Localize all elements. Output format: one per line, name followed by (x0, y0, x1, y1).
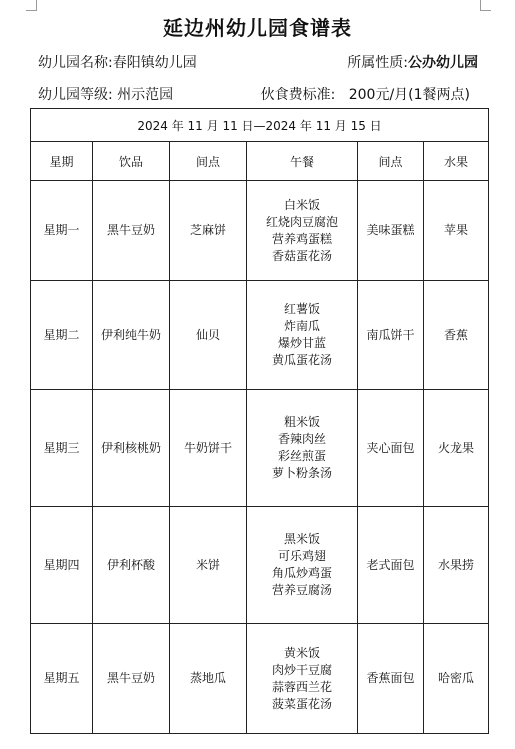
drink-cell: 黑牛豆奶 (93, 624, 170, 734)
lunch-item: 萝卜粉条汤 (271, 466, 332, 480)
lunch-cell (247, 181, 358, 281)
header-snack-afternoon: 间点 (358, 142, 424, 181)
table-row-friday (31, 624, 489, 734)
snack-afternoon-cell: 夹心面包 (358, 390, 424, 507)
weekday-cell: 星期二 (31, 281, 93, 390)
drink-cell: 伊利核桃奶 (93, 390, 170, 507)
lunch-item: 香菇蛋花汤 (271, 248, 332, 263)
date-range-cell: 2024 年 11 月 11 日—2024 年 11 月 15 日 (31, 109, 489, 142)
fee-field (261, 84, 470, 106)
snack-afternoon-cell: 南瓜饼干 (358, 281, 424, 390)
lunch-item: 炸南瓜 (283, 319, 320, 333)
lunch-item: 粗米饭 (283, 415, 320, 429)
lunch-item: 肉炒干豆腐 (271, 662, 332, 677)
lunch-item: 红烧肉豆腐泡 (265, 214, 338, 229)
header-drink: 饮品 (93, 142, 170, 181)
drink-cell: 伊利纯牛奶 (93, 281, 170, 390)
lunch-cell (247, 624, 358, 734)
header-fruit: 水果 (424, 142, 489, 181)
lunch-cell (247, 507, 358, 624)
weekday-cell: 星期五 (31, 624, 93, 734)
page-corner-mark-left (26, 0, 37, 11)
snack-morning-cell: 芝麻饼 (170, 181, 247, 281)
lunch-item: 营养鸡蛋糕 (271, 231, 332, 246)
fee-value: 200元/月(1餐两点) (348, 87, 470, 103)
kindergarten-name-field (38, 52, 197, 74)
weekday-cell: 星期四 (31, 507, 93, 624)
snack-morning-cell: 仙贝 (170, 281, 247, 390)
fruit-cell: 水果捞 (424, 507, 489, 624)
table-row-thursday (31, 507, 489, 624)
lunch-cell (247, 281, 358, 390)
lunch-item: 角瓜炒鸡蛋 (271, 566, 332, 580)
fee-label: 伙食费标准: (260, 87, 336, 103)
table-row-tuesday (31, 281, 489, 390)
snack-morning-cell: 蒸地瓜 (170, 624, 247, 734)
info-row-name-nature (38, 52, 478, 74)
drink-cell: 伊利杯酸 (93, 507, 170, 624)
fruit-cell: 苹果 (424, 181, 489, 281)
lunch-item: 红薯饭 (283, 302, 320, 316)
lunch-item: 白米饭 (283, 197, 320, 212)
lunch-item: 可乐鸡翅 (277, 549, 326, 563)
menu-table (30, 108, 489, 734)
lunch-item: 黄瓜蛋花汤 (271, 353, 332, 367)
date-range-row (31, 109, 489, 142)
snack-morning-cell: 米饼 (170, 507, 247, 624)
grade-label: 幼儿园等级: (38, 87, 118, 103)
drink-cell: 黑牛豆奶 (93, 181, 170, 281)
nature-field (347, 52, 478, 74)
fruit-cell: 火龙果 (424, 390, 489, 507)
lunch-item: 菠菜蛋花汤 (271, 696, 332, 711)
nature-value: 公办幼儿园 (408, 55, 478, 71)
info-row-grade-fee (38, 84, 478, 106)
fruit-cell: 香蕉 (424, 281, 489, 390)
table-header-row (31, 142, 489, 181)
table-row-wednesday (31, 390, 489, 507)
snack-afternoon-cell: 香蕉面包 (358, 624, 424, 734)
nature-label: 所属性质: (347, 55, 408, 71)
table-row-monday (31, 181, 489, 281)
page-corner-mark-right (480, 0, 491, 11)
snack-afternoon-cell: 老式面包 (358, 507, 424, 624)
snack-afternoon-cell: 美味蛋糕 (358, 181, 424, 281)
document-title: 延边州幼儿园食谱表 (163, 16, 352, 40)
lunch-item: 彩丝煎蛋 (277, 449, 326, 463)
kindergarten-name-label: 幼儿园名称: (38, 55, 113, 71)
weekday-cell: 星期三 (31, 390, 93, 507)
header-snack-morning: 间点 (170, 142, 247, 181)
lunch-item: 香辣肉丝 (277, 432, 326, 446)
lunch-item: 蒜蓉西兰花 (271, 679, 332, 694)
weekday-cell: 星期一 (31, 181, 93, 281)
fruit-cell: 哈密瓜 (424, 624, 489, 734)
kindergarten-name-value: 春阳镇幼儿园 (112, 55, 197, 71)
lunch-item: 黑米饭 (283, 532, 320, 546)
grade-value: 州示范园 (117, 87, 174, 103)
lunch-item: 营养豆腐汤 (271, 583, 332, 597)
header-weekday: 星期 (31, 142, 93, 181)
lunch-item: 爆炒甘蓝 (277, 336, 326, 350)
grade-field (38, 84, 173, 106)
snack-morning-cell: 牛奶饼干 (170, 390, 247, 507)
header-lunch: 午餐 (247, 142, 358, 181)
lunch-cell (247, 390, 358, 507)
lunch-item: 黄米饭 (283, 645, 320, 660)
